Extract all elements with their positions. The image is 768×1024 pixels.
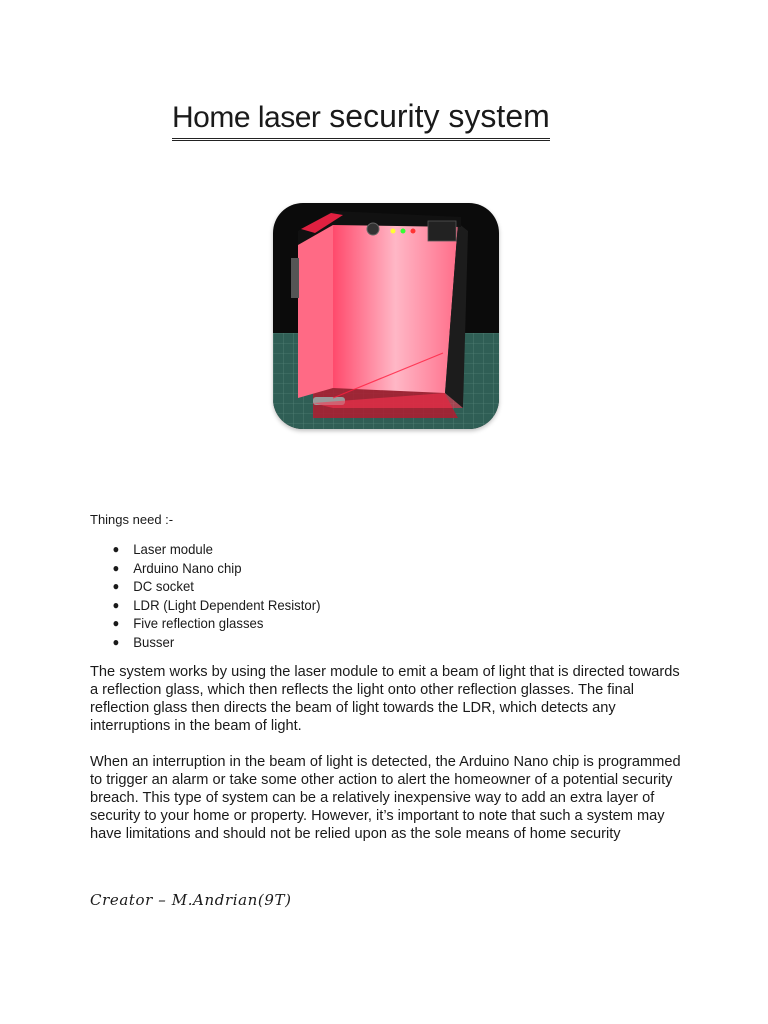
paragraph-how-it-works: The system works by using the laser module to emit a beam of light that is directed towards a reflection glass, which then reflects the light onto other reflection glasses. The final reflection glass then directs the beam of light towards the LDR, which detects any interruptions in the beam of light.: [90, 664, 680, 734]
bullet-icon: ●: [112, 579, 120, 594]
list-item: [90, 540, 321, 559]
page-title: [172, 96, 550, 141]
items-list: [90, 540, 335, 652]
bullet-icon: ●: [112, 616, 120, 631]
list-item-text: Laser module: [133, 541, 213, 557]
things-need-heading: Things need :-: [90, 512, 174, 527]
creator-credit: Creator – M.Andrian(9T): [90, 891, 292, 909]
list-item-text: DC socket: [133, 578, 194, 595]
title-part-home-laser: Home laser: [172, 101, 321, 134]
list-item: [90, 596, 321, 615]
bullet-icon: ●: [112, 597, 120, 612]
list-item: [90, 614, 321, 633]
list-item: [90, 577, 321, 596]
bullet-icon: ●: [112, 542, 120, 556]
list-item-text: Arduino Nano chip: [133, 559, 242, 576]
list-item: [90, 559, 321, 578]
list-item-text: LDR (Light Dependent Resistor): [133, 596, 321, 613]
bullet-icon: ●: [112, 560, 120, 575]
laser-security-box-photo: [273, 203, 499, 429]
list-item: [90, 633, 321, 652]
photo-illustration: [273, 203, 499, 429]
title-part-security-system: security system: [329, 98, 550, 134]
paragraph-interruption: When an interruption in the beam of light is detected, the Arduino Nano chip is programmed to trigger an alarm or take some other action to alert the homeowner of a potential security breach. This type of system can be a relatively inexpensive way to add an extra layer of security to your home or property. However, it’s important to note that such a system may have limitations and should not be relied upon as the sole means of home security: [90, 754, 681, 842]
bullet-icon: ●: [112, 634, 120, 649]
list-item-text: Busser: [133, 633, 175, 650]
list-item-text: Five reflection glasses: [133, 615, 264, 632]
